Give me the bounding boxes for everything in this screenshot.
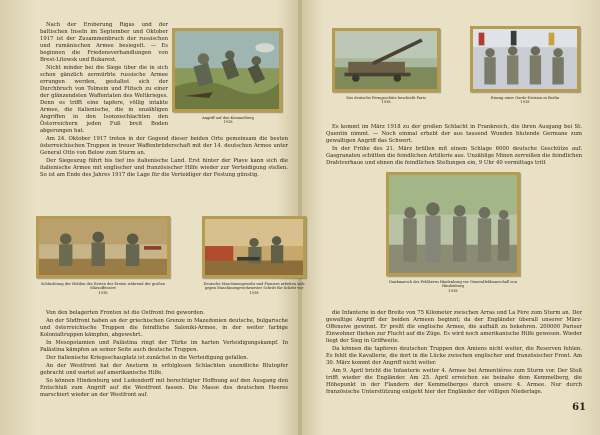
card-illustration [39, 219, 167, 275]
caption-title: Das deutsche Ferngeschütz beschießt Paris [346, 96, 426, 100]
paragraph: An der Südfront haben an der griechischen Grenze in Mazedonien deutsche, bulgarische und österreichische Truppen die feindliche Saloniki-Armee, in der weiter farbige Kolonialtruppen kämpfen, abgewehrt. [40, 318, 288, 338]
trading-card-heroes [36, 216, 170, 278]
paragraph: Am 24. Oktober 1917 treten in der Gegend dieser beiden Orte gemeinsam die besten österreichischen Truppen in treuer Waffenbrüderschaft mit der 14. deutschen Armee unter General Otto von Below zum Sturm an. [40, 136, 288, 156]
caption-year: 1918 [520, 100, 530, 105]
card-caption [36, 282, 170, 295]
paragraph: Da können die tapferen deutschen Truppen den Amiens nicht weiter, die Reserven fehlen. Es fehlt die Kavallerie, die dort in die Lücke zwischen englischer und französischer Front. Am 30. März kommt der Angriff nicht weiter. [326, 346, 582, 366]
trading-card-gun [332, 28, 440, 92]
card-caption [178, 116, 278, 125]
left-full-text [40, 136, 288, 210]
paragraph: An der Westfront hat der Ansturm in erfolglosen Schlachten unendliche Blutopfer gebracht und wartet auf amerikanische Hilfe. [40, 363, 288, 376]
trading-card-assault [172, 28, 282, 112]
caption-year: 1918 [223, 120, 233, 125]
card-illustration [205, 219, 303, 275]
card-caption [338, 96, 434, 105]
paragraph: Nach der Eroberung Rigas und der baltischen Inseln im September und Oktober 1917 ist der Zusammenbruch der russischen und rumänischen Armee besiegelt. — Es beginnen die Friedensverhandlungen von Brest-Litowsk und Bukarest. [40, 22, 168, 63]
card-illustration [335, 31, 437, 89]
caption-title: Dankmarsch des Feldherrn Hindenburg vor Generalfeldmarschall von Hindenburg [389, 280, 517, 289]
paragraph: Der italienische Kriegsschauplatz ist zunächst in die Verteidigung gefallen. [46, 355, 249, 361]
card-caption [200, 282, 308, 295]
card-caption [472, 96, 578, 105]
card-illustration [473, 29, 577, 89]
trading-card-machinegun [202, 216, 306, 278]
caption-year: 1918 [249, 290, 259, 295]
caption-year: 1918 [381, 100, 391, 105]
trading-card-hindenburg [386, 172, 520, 276]
caption-title: Schlachtung der Helden des Ersten der Ersten während der großen Märzoffensive [40, 282, 166, 291]
trading-card-parade [470, 26, 580, 92]
caption-title: Angriff auf den Kemmelberg [202, 116, 254, 120]
card-caption [386, 280, 520, 293]
card-illustration [175, 31, 279, 109]
caption-title: Einzug einer Garde-Division in Berlin [490, 96, 560, 100]
paragraph: Am 9. April bricht die Infanterie weiter 4. Armee bei Armentières zum Sturm vor. Der Stoß trifft wieder die Engländer. Am 25. April erreichen sie beinahe dem Kemmelberg, die Höhepunkt in der Flandern der Kemmelberges durch unsere 4. Armee. Nur durch französische Unterstützung entgeht hier der Engländer der völligen Niederlage. [326, 368, 582, 395]
card-illustration [389, 175, 517, 273]
paragraph: In der Frühe des 21. März brüllen mit einem Schlage 6000 deutsche Geschütze auf. Gasgranaten schütten die feindlichen Artillerie aus. Unzählige Minen zerreißen die feindlichen Drahtverhaue und ebnen die feindlichen Stellungen ein, 9 Uhr 40 vormittags tritt [326, 146, 582, 166]
right-bottom-text [326, 310, 582, 402]
caption-year: 1918 [98, 290, 108, 295]
caption-title: Deutsche Maschinengewehr und Pioniere arbeiten sich gegen Maschinengewehrnester Schritt für Schritt vor [203, 282, 305, 291]
paragraph: In Mesopotamien und Palästina ringt der Türke im harten Verteidigungskampf. In Palästina kämpfen an seiner Seite auch deutsche Truppen. [40, 340, 288, 353]
paragraph: Von den belagerten Fronten ist die Ostfront frei geworden. [46, 310, 205, 316]
paragraph: So können Hindenburg und Ludendorff mit berechtigter Hoffnung auf den Ausgang den Entschluß zum Angriff auf die Westfront fassen. Die Masse des deutschen Heeres marschiert wieder an der Westfront auf. [40, 378, 288, 398]
paragraph: die Infanterie in der Breite von 75 Kilometer zwischen Arras und La Fère zum Sturm an. Der gewaltige Angriff der beiden Armeen beginnt; da der Engländer überall unserer März-Offensive gewinnt. Er preßt die englische Armee, die aufhält zu bekehren. 200000 Pariser Einwohner fliehen zur Flucht auf die Züge. Es wird noch amerikanische Hilfe gewesen. Wieder liegt der Sieg in Griffweite. [326, 310, 582, 344]
page-number: 61 [572, 402, 586, 413]
caption-year: 1918 [448, 288, 458, 293]
left-bottom-text [40, 310, 288, 414]
paragraph: Der Siegeszug führt bis tief ins italienische Land. Erst hinter der Piave kann sich die italienische Armee mit englischer und französischer Hilfe wieder zur Verteidigung stellen. So ist am Ende des Jahres 1917 die Lage für die Verteidiger der Festung günstig. [40, 158, 288, 178]
paragraph: Es kommt im März 1918 zu der großen Schlacht in Frankreich, die ihren Ausgang bei St. Quentin nimmt. — Noch einmal erhebt der aus tausend Wunden blutende Germane zum gewaltigen Angriff das Schwert. [326, 124, 582, 144]
right-top-text [326, 124, 582, 168]
paragraph: Nicht minder bei die Siege über die in sich schon gänzlich zermürbte russische Armee errungen werden, gestaltet sich der Durchbruch von Tolmein und Flitsch zu einer der glänzendsten Waffentaten des Weltkrieges. Denn es trifft eine tapfere, völlig intakte Armee, die italienische, die in unzähligen Angriffen in den Isonzoschlachten den Österreichern jeden Fuß breit Boden abgerungen hat. [40, 65, 168, 134]
